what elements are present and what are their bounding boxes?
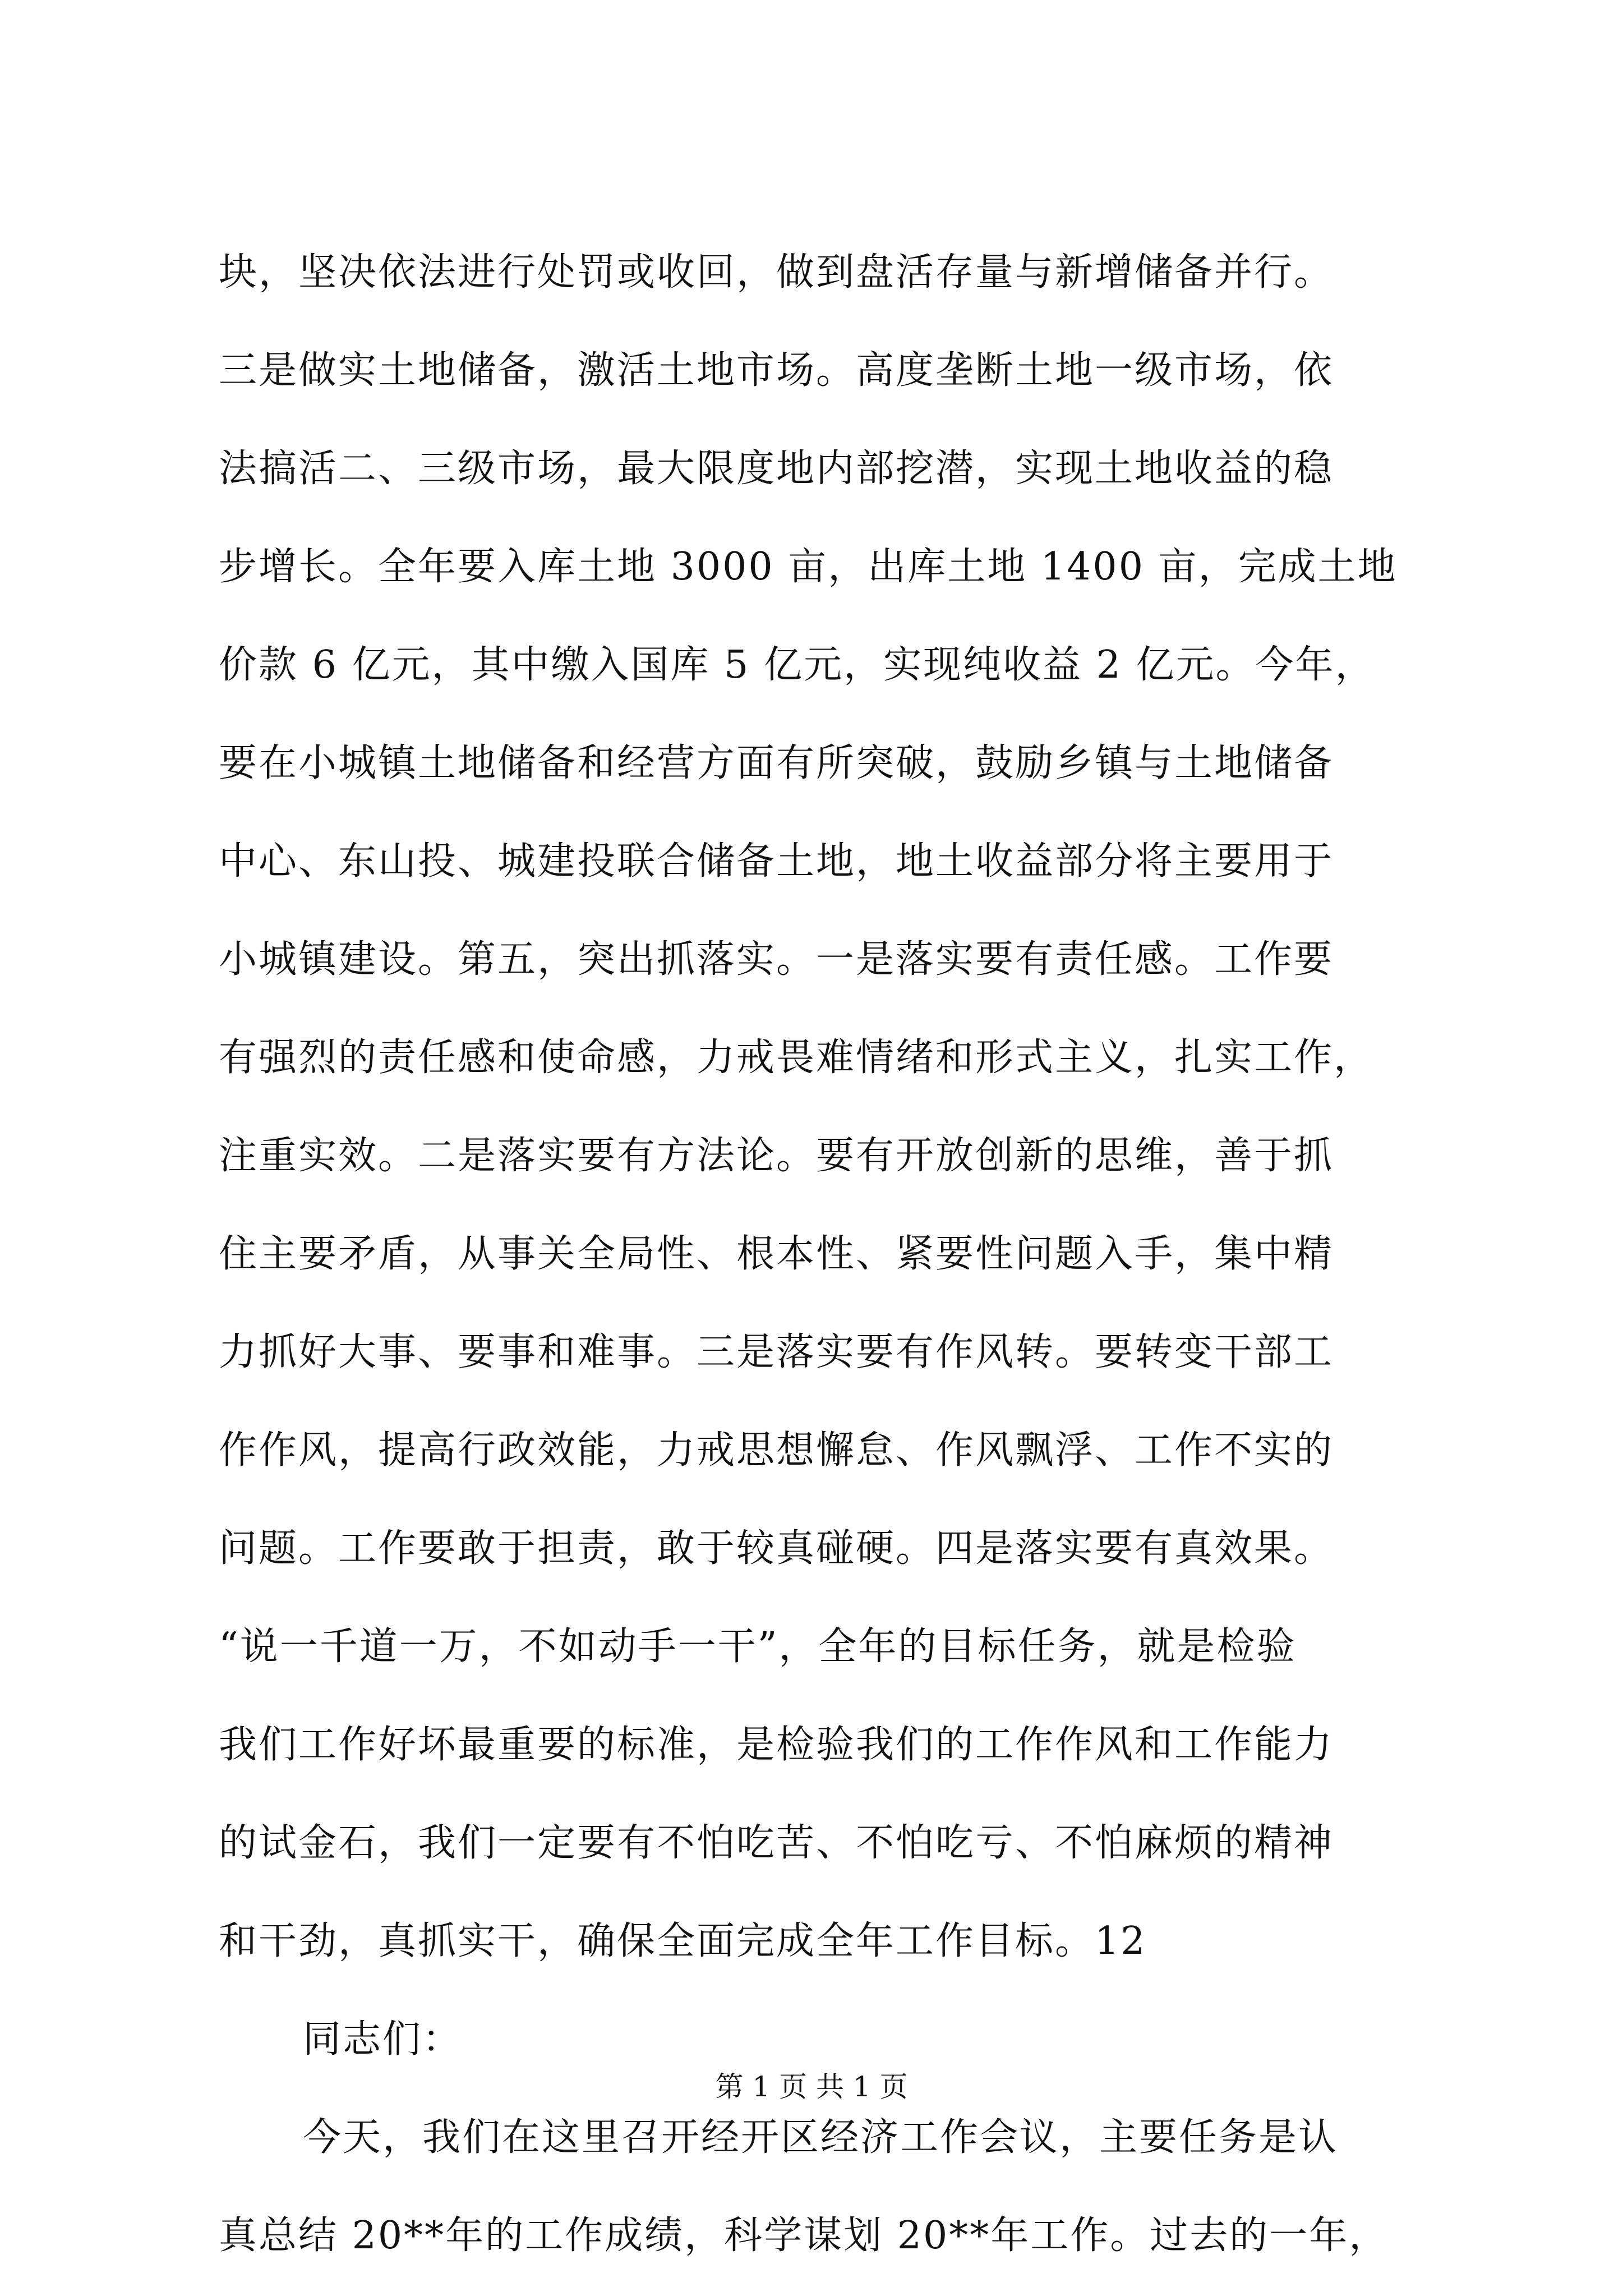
body-line: 三是做实土地储备，激活土地市场。高度垄断土地一级市场，依: [219, 348, 1334, 393]
page-number-footer: 第 1 页 共 1 页: [715, 2070, 908, 2103]
body-line: 小城镇建设。第五，突出抓落实。一是落实要有责任感。工作要: [219, 937, 1334, 982]
body-line: 步增长。全年要入库土地 3000 亩，出库土地 1400 亩，完成土地: [219, 545, 1398, 589]
salutation: 同志们：: [303, 2017, 463, 2062]
body-line: 有强烈的责任感和使命感，力戒畏难情绪和形式主义，扎实工作，: [219, 1036, 1374, 1080]
body-line: 问题。工作要敢于担责，敢于较真碰硬。四是落实要有真效果。: [219, 1526, 1334, 1571]
body-line: 真总结 20**年的工作成绩，科学谋划 20**年工作。过去的一年，: [219, 2214, 1389, 2258]
body-line: 力抓好大事、要事和难事。三是落实要有作风转。要转变干部工: [219, 1330, 1334, 1374]
body-line: “说一千道一万，不如动手一干”，全年的目标任务，就是检验: [219, 1625, 1297, 1669]
document-body: [219, 223, 1424, 2285]
body-line: 我们工作好坏最重要的标准，是检验我们的工作作风和工作能力: [219, 1723, 1334, 1767]
body-line: 和干劲，真抓实干，确保全面完成全年工作目标。12: [219, 1919, 1147, 1963]
body-line: 住主要矛盾，从事关全局性、根本性、紧要性问题入手，集中精: [219, 1232, 1334, 1276]
body-line: 价款 6 亿元，其中缴入国库 5 亿元，实现纯收益 2 亿元。今年，: [219, 643, 1375, 687]
body-line: 注重实效。二是落实要有方法论。要有开放创新的思维，善于抓: [219, 1134, 1334, 1178]
body-line: 要在小城镇土地储备和经营方面有所突破，鼓励乡镇与土地储备: [219, 741, 1334, 785]
body-line: 法搞活二、三级市场，最大限度地内部挖潜，实现土地收益的稳: [219, 447, 1334, 491]
body-line: 中心、东山投、城建投联合储备土地，地土收益部分将主要用于: [219, 839, 1334, 884]
body-line: 的试金石，我们一定要有不怕吃苦、不怕吃亏、不怕麻烦的精神: [219, 1821, 1334, 1865]
body-line: 作作风，提高行政效能，力戒思想懈怠、作风飘浮、工作不实的: [219, 1428, 1334, 1473]
body-line: 块，坚决依法进行处罚或收回，做到盘活存量与新增储备并行。: [219, 250, 1334, 295]
body-line: 今天，我们在这里召开经开区经济工作会议，主要任务是认: [303, 2115, 1339, 2160]
